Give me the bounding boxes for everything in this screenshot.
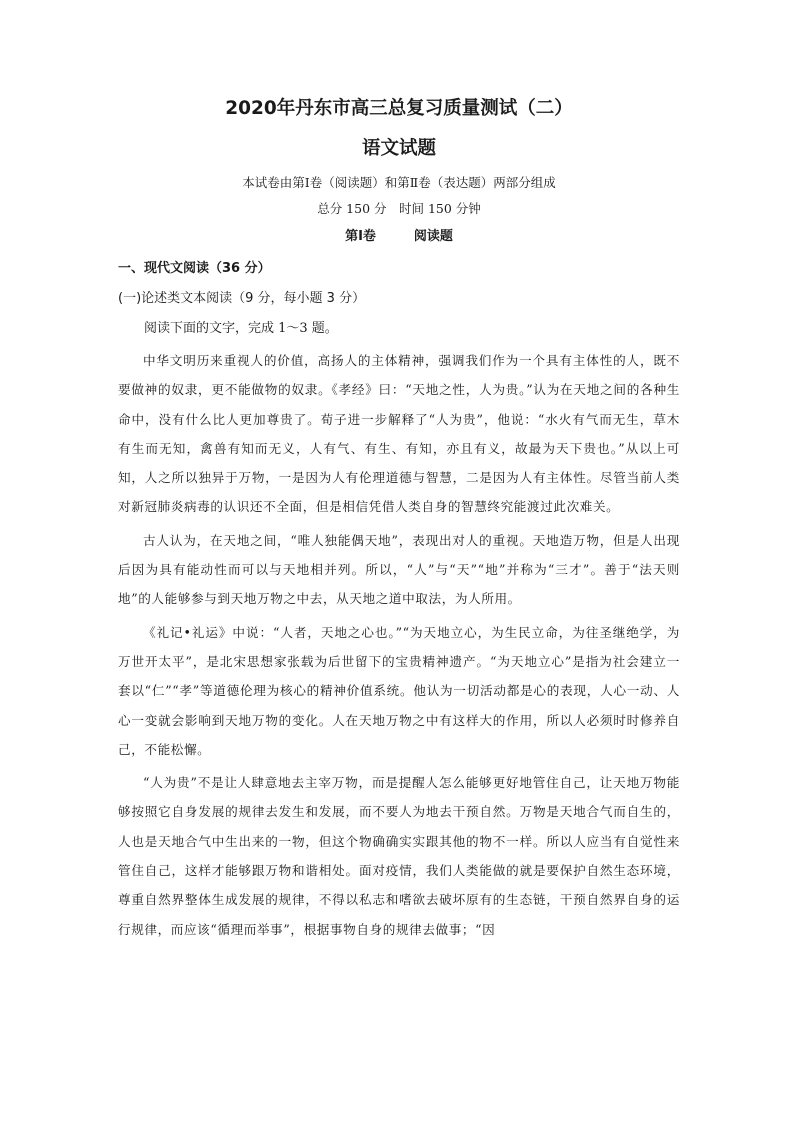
paper-composition: 本试卷由第Ⅰ卷（阅读题）和第Ⅱ卷（表达题）两部分组成 [242,175,556,190]
volume-label: 第Ⅰ卷 [345,229,376,244]
exam-title: 2020年丹东市高三总复习质量测试（二） [225,98,573,119]
volume-name: 阅读题 [413,229,453,244]
score-and-time: 总分 150 分 时间 150 分钟 [317,201,481,216]
subject-title: 语文试题 [361,138,436,159]
passage-paragraph: 《礼记•礼运》中说：“人者，天地之心也。”“为天地立心，为生民立命，为往圣继绝学，为万世开太平”，是北宋思想家张载为后世留下的宝贵精神遗产。“为天地立心”是指为社会建立一套以“仁”“孝”等道德伦理为核心的精神价值系统。他认为一切活动都是心的表现，人心一动、人心一变就会影响到天地万物的变化。人在天地万物之中有这样大的作用，所以人必须时时修养自己，不能松懈。 [118,624,680,757]
subsection-heading: (一)论述类文本阅读（9 分，每小题 3 分） [118,291,366,306]
reading-instruction: 阅读下面的文字，完成 1～3 题。 [144,321,338,336]
volume-heading [118,224,680,250]
passage-paragraph: “人为贵”不是让人肆意地去主宰万物，而是提醒人怎么能够更好地管住自己，让天地万物能够按照它自身发展的规律去发生和发展，而不要人为地去干预自然。万物是天地合气而自生的，人也是天地合气中生出来的一物，但这个物确确实实跟其他的物不一样。所以人应当有自觉性来管住自己，这样才能够跟万物和谐相处。面对疫情，我们人类能做的就是要保护自然生态环境，尊重自然界整体生成发展的规律，不得以私志和嗜欲去破坏原有的生态链，干预自然界自身的运行规律，而应该“循理而举事”，根据事物自身的规律去做事；“因 [118,775,680,937]
passage-paragraph: 中华文明历来重视人的价值，高扬人的主体精神，强调我们作为一个具有主体性的人，既不要做神的奴隶，更不能做物的奴隶。《孝经》曰：“天地之性，人为贵。”认为在天地之间的各种生命中，没有什么比人更加尊贵了。荀子进一步解释了“人为贵”，他说：“水火有气而无生，草木有生而无知，禽兽有知而无义，人有气、有生、有知，亦且有义，故最为天下贵也。”从以上可知，人之所以独异于万物，一是因为人有伦理道德与智慧，二是因为人有主体性。尽管当前人类对新冠肺炎病毒的认识还不全面，但是相信凭借人类自身的智慧终究能渡过此次难关。 [118,353,680,515]
passage-paragraph: 古人认为，在天地之间，“唯人独能偶天地”，表现出对人的重视。天地造万物，但是人出现后因为具有能动性而可以与天地相并列。所以，“人”与“天”“地”并称为“三才”。善于“法天则地”的人能够参与到天地万物之中去，从天地之道中取法，为人所用。 [118,532,680,607]
section-heading: 一、现代文阅读（36 分） [118,261,271,276]
